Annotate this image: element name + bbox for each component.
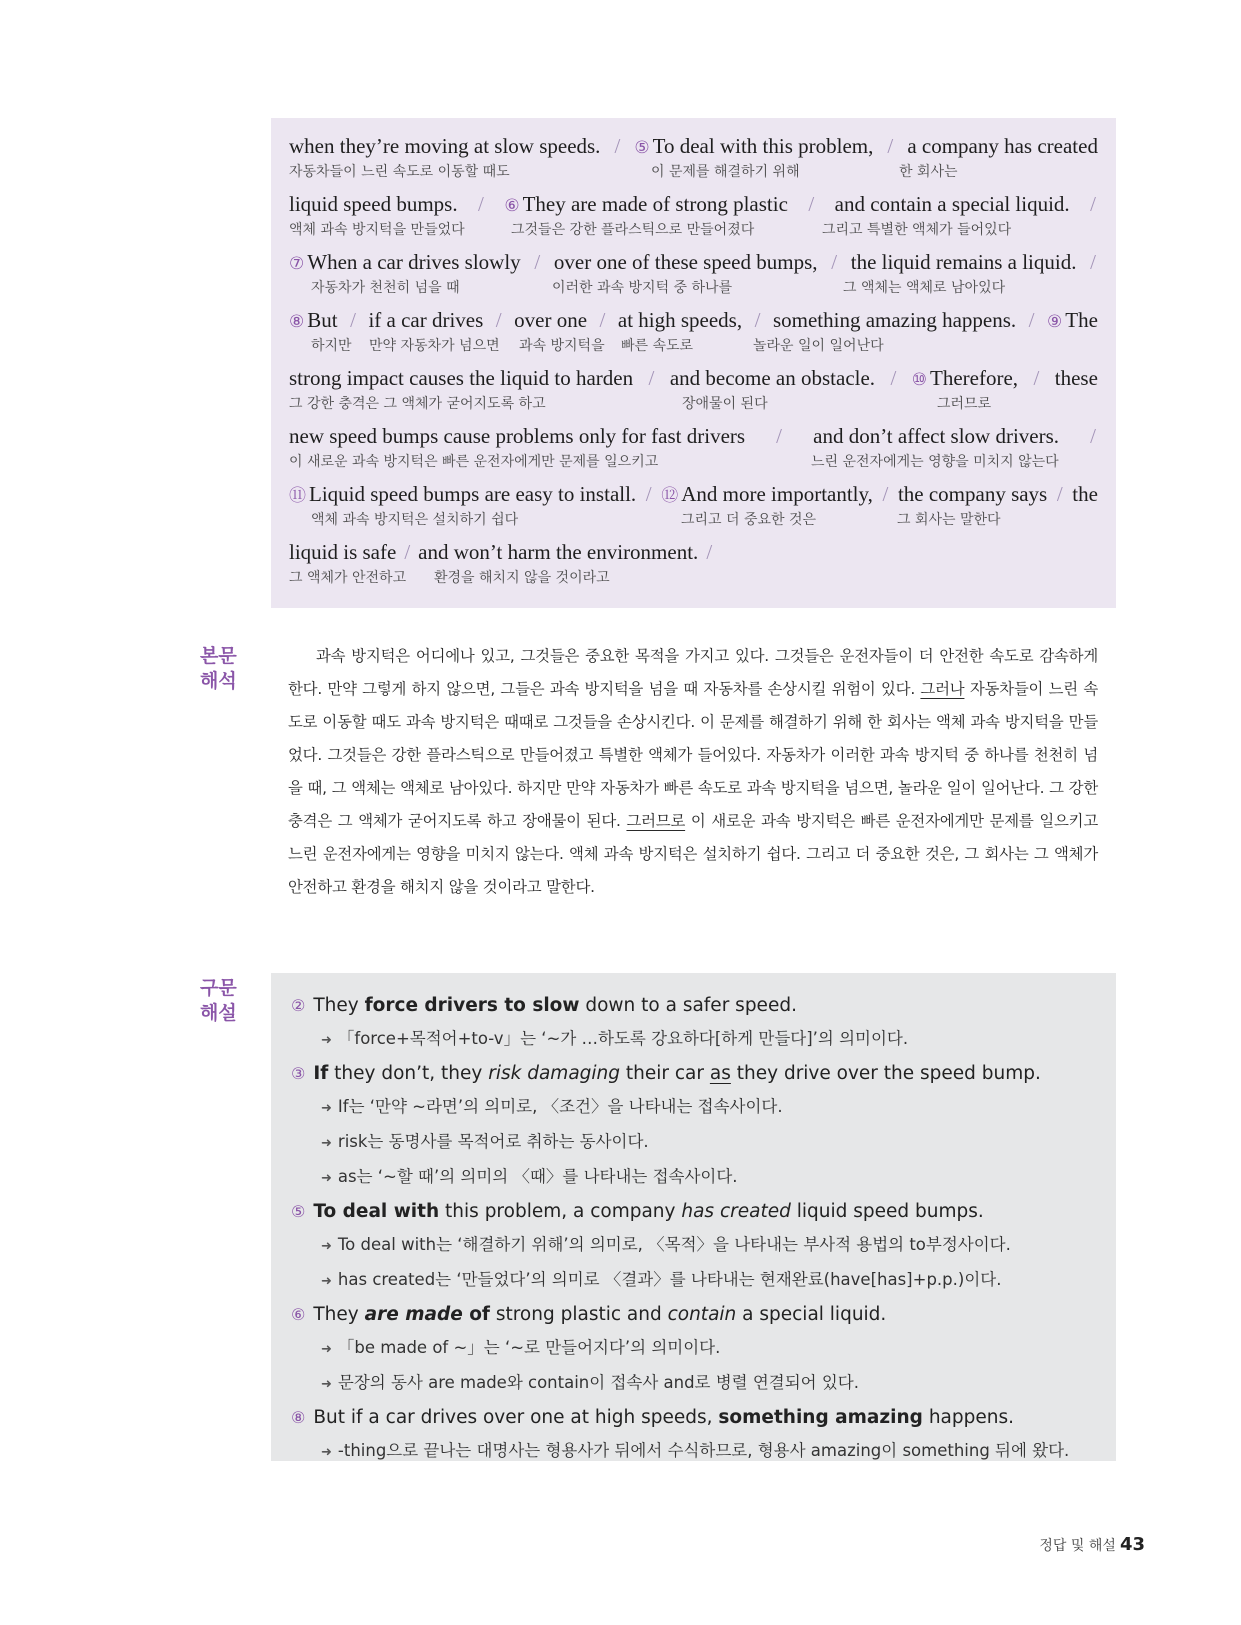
arrow-icon: ➜ bbox=[321, 1274, 332, 1289]
grammar-item-5 bbox=[291, 1195, 1098, 1298]
gloss-text: To deal with this problem, bbox=[652, 134, 874, 158]
gloss-chunk bbox=[851, 248, 1077, 278]
arrow-icon: ➜ bbox=[321, 1445, 332, 1460]
grammar-note: ➜ -thing으로 끝나는 대명사는 형용사가 뒤에서 수식하므로, 형용사 amazing이 something 뒤에 왔다. bbox=[321, 1441, 1070, 1460]
gloss-slash: / bbox=[887, 134, 894, 158]
gloss-slash: / bbox=[599, 308, 606, 332]
gloss-chunk bbox=[1072, 480, 1098, 510]
gloss-slash: / bbox=[1090, 250, 1096, 274]
gloss-korean: 자동차가 천천히 넘을 때 bbox=[311, 280, 460, 296]
gloss-text: a company has created bbox=[907, 134, 1098, 158]
gloss-text: liquid is safe bbox=[289, 540, 397, 564]
gloss-chunk bbox=[835, 190, 1070, 220]
arrow-icon: ➜ bbox=[321, 1239, 332, 1254]
gloss-slash: / bbox=[831, 250, 838, 274]
gloss-chunk bbox=[289, 132, 600, 162]
gloss-slash: / bbox=[645, 482, 652, 506]
gloss-text: the company says bbox=[897, 482, 1048, 506]
gloss-chunk bbox=[289, 248, 521, 278]
gloss-text: and don’t affect slow drivers. bbox=[813, 424, 1060, 448]
grammar-sentence: ② They force drivers to slow down to a safer speed. bbox=[291, 995, 797, 1016]
gloss-line bbox=[289, 480, 1098, 538]
gloss-chunk bbox=[634, 132, 873, 162]
footer-label: 정답 및 해설 bbox=[1039, 1538, 1116, 1554]
gloss-line bbox=[289, 190, 1098, 248]
gloss-text: liquid speed bumps. bbox=[289, 192, 458, 216]
section-label-grammar: 구문 해설 bbox=[200, 977, 237, 1024]
arrow-icon: ➜ bbox=[321, 1136, 332, 1151]
underlined-however: 그러나 bbox=[920, 680, 965, 698]
gloss-chunk bbox=[1047, 306, 1098, 336]
gloss-slash: / bbox=[1028, 308, 1035, 332]
grammar-note: ➜ If는 ‘만약 ~라면’의 의미로, 〈조건〉을 나타내는 접속사이다. bbox=[321, 1097, 783, 1116]
gloss-line bbox=[289, 132, 1098, 190]
gloss-text: Liquid speed bumps are easy to install. bbox=[309, 482, 637, 506]
sentence-number: ⑫ bbox=[661, 486, 679, 506]
grammar-note: ➜ 문장의 동사 are made와 contain이 접속사 and로 병렬 연결되어 있다. bbox=[321, 1373, 859, 1392]
gloss-text: They are made of strong plastic bbox=[522, 192, 788, 216]
gloss-english bbox=[289, 190, 1098, 220]
gloss-text: these bbox=[1054, 366, 1098, 390]
gloss-text: The bbox=[1065, 308, 1098, 332]
page-footer bbox=[1039, 1534, 1145, 1555]
gloss-korean: 느린 운전자에게는 영향을 미치지 않는다 bbox=[811, 454, 1059, 470]
gloss-slash: / bbox=[882, 482, 889, 506]
gloss-chunk bbox=[907, 132, 1098, 162]
sentence-number: ⑪ bbox=[289, 486, 306, 506]
gloss-korean: 하지만 bbox=[311, 338, 352, 354]
gloss-slash: / bbox=[776, 424, 783, 448]
gloss-chunk bbox=[289, 364, 633, 394]
gloss-chunk bbox=[898, 480, 1047, 510]
gloss-english bbox=[289, 538, 1098, 566]
gloss-text: over one bbox=[514, 308, 588, 332]
page-number: 43 bbox=[1119, 1534, 1145, 1555]
gloss-line bbox=[289, 422, 1098, 480]
gloss-korean: 그리고 특별한 액체가 들어있다 bbox=[822, 222, 1012, 238]
gloss-chunk bbox=[368, 306, 483, 336]
gloss-text: at high speeds, bbox=[617, 308, 743, 332]
gloss-korean: 액체 과속 방지턱은 설치하기 쉽다 bbox=[311, 512, 519, 528]
gloss-korean: 놀라운 일이 일어난다 bbox=[753, 338, 884, 354]
gloss-chunk bbox=[618, 306, 742, 336]
sentence-number: ⑦ bbox=[289, 254, 305, 274]
gloss-line bbox=[289, 248, 1098, 306]
gloss-line bbox=[289, 306, 1098, 364]
gloss-chunk bbox=[773, 306, 1016, 336]
gloss-korean: 그 강한 충격은 그 액체가 굳어지도록 하고 bbox=[289, 396, 546, 412]
gloss-chunk bbox=[514, 306, 587, 336]
gloss-english bbox=[289, 248, 1098, 278]
gloss-slash: / bbox=[478, 192, 484, 216]
grammar-note: ➜ 「force+목적어+to-v」는 ‘~가 …하도록 강요하다[하게 만들다]’의 의미이다. bbox=[321, 1029, 909, 1048]
arrow-icon: ➜ bbox=[321, 1033, 332, 1048]
gloss-korean: 이러한 과속 방지턱 중 하나를 bbox=[552, 280, 733, 296]
gloss-text: and contain a special liquid. bbox=[834, 192, 1070, 216]
gloss-korean: 이 새로운 과속 방지턱은 빠른 운전자에게만 문제를 일으키고 bbox=[289, 454, 659, 470]
gloss-korean: 그리고 더 중요한 것은 bbox=[681, 512, 817, 528]
gloss-text: new speed bumps cause problems only for fast drivers bbox=[289, 424, 746, 448]
gloss-slash: / bbox=[1090, 424, 1096, 448]
gloss-chunk bbox=[289, 306, 338, 336]
gloss-korean: 그 회사는 말한다 bbox=[897, 512, 1001, 528]
gloss-text: But bbox=[307, 308, 338, 332]
grammar-note: ➜ risk는 동명사를 목적어로 취하는 동사이다. bbox=[321, 1132, 649, 1151]
gloss-korean: 빠른 속도로 bbox=[621, 338, 694, 354]
grammar-sentence: ⑧ But if a car drives over one at high speeds, something amazing happens. bbox=[291, 1407, 1014, 1428]
arrow-icon: ➜ bbox=[321, 1171, 332, 1186]
grammar-note: ➜ as는 ‘~할 때’의 의미의 〈때〉를 나타내는 접속사이다. bbox=[321, 1167, 738, 1186]
gloss-chunk bbox=[554, 248, 818, 278]
sentence-number: ⑨ bbox=[1047, 312, 1063, 332]
gloss-korean: 자동차들이 느린 속도로 이동할 때도 bbox=[289, 164, 510, 180]
gloss-slash: / bbox=[1056, 482, 1063, 506]
gloss-english bbox=[289, 132, 1098, 162]
gloss-line bbox=[289, 538, 1098, 596]
gloss-text: the bbox=[1072, 482, 1098, 506]
gloss-slash: / bbox=[754, 308, 761, 332]
gloss-korean: 액체 과속 방지턱을 만들었다 bbox=[289, 222, 465, 238]
gloss-chunk bbox=[289, 480, 636, 510]
sentence-number: ⑧ bbox=[289, 312, 305, 332]
gloss-slash: / bbox=[1090, 192, 1096, 216]
arrow-icon: ➜ bbox=[321, 1377, 332, 1392]
gloss-text: Therefore, bbox=[930, 366, 1019, 390]
grammar-item-2 bbox=[291, 989, 1098, 1057]
gloss-english bbox=[289, 422, 1098, 450]
gloss-slash: / bbox=[614, 134, 621, 158]
sentence-number: ⑤ bbox=[634, 138, 650, 158]
grammar-sentence: ③ If they don’t, they risk damaging their car as they drive over the speed bump. bbox=[291, 1063, 1041, 1084]
gloss-text: strong impact causes the liquid to harden bbox=[289, 366, 634, 390]
gloss-text: when they’re moving at slow speeds. bbox=[289, 134, 601, 158]
grammar-item-8 bbox=[291, 1401, 1098, 1469]
gloss-chunk bbox=[418, 538, 698, 566]
gloss-slash: / bbox=[350, 308, 356, 332]
gloss-korean: 환경을 해치지 않을 것이라고 bbox=[434, 570, 610, 586]
gloss-text: the liquid remains a liquid. bbox=[850, 250, 1077, 274]
gloss-korean: 그러므로 bbox=[937, 396, 992, 412]
arrow-icon: ➜ bbox=[321, 1101, 332, 1116]
gloss-text: something amazing happens. bbox=[772, 308, 1017, 332]
grammar-sentence: ⑥ They are made of strong plastic and contain a special liquid. bbox=[291, 1304, 887, 1325]
gloss-text: And more importantly, bbox=[681, 482, 873, 506]
gloss-slash: / bbox=[648, 366, 655, 390]
gloss-english bbox=[289, 306, 1098, 336]
gloss-english bbox=[289, 480, 1098, 510]
grammar-box bbox=[271, 973, 1116, 1461]
gloss-english bbox=[289, 364, 1098, 394]
gloss-slash: / bbox=[404, 540, 411, 564]
gloss-chunk bbox=[1055, 364, 1098, 394]
gloss-slash: / bbox=[890, 366, 897, 390]
gloss-slash: / bbox=[706, 540, 713, 564]
gloss-text: and become an obstacle. bbox=[669, 366, 876, 390]
gloss-text: When a car drives slowly bbox=[307, 250, 521, 274]
arrow-icon: ➜ bbox=[321, 1342, 332, 1357]
gloss-slash: / bbox=[808, 192, 815, 216]
gloss-chunk bbox=[504, 190, 788, 220]
gloss-chunk bbox=[912, 364, 1018, 394]
sentence-number: ⑥ bbox=[504, 196, 520, 216]
gloss-korean: 과속 방지턱을 bbox=[519, 338, 605, 354]
gloss-slash: / bbox=[495, 308, 502, 332]
gloss-korean: 이 문제를 해결하기 위해 bbox=[651, 164, 800, 180]
gloss-korean: 만약 자동차가 넘으면 bbox=[369, 338, 500, 354]
gloss-text: if a car drives bbox=[368, 308, 484, 332]
grammar-note: ➜ has created는 ‘만들었다’의 의미로 〈결과〉를 나타내는 현재완료(have[has]+p.p.)이다. bbox=[321, 1270, 1002, 1289]
gloss-slash: / bbox=[1033, 366, 1040, 390]
gloss-korean: 장애물이 된다 bbox=[682, 396, 768, 412]
grammar-sentence: ⑤ To deal with this problem, a company has created liquid speed bumps. bbox=[291, 1201, 984, 1222]
gloss-chunk bbox=[670, 364, 875, 394]
gloss-korean: 한 회사는 bbox=[899, 164, 958, 180]
gloss-korean: 그것들은 강한 플라스틱으로 만들어졌다 bbox=[511, 222, 755, 238]
grammar-item-3 bbox=[291, 1057, 1098, 1195]
underlined-therefore: 그러므로 bbox=[626, 812, 686, 830]
gloss-chunk bbox=[289, 422, 745, 450]
gloss-slash: / bbox=[534, 250, 541, 274]
gloss-chunk bbox=[289, 538, 396, 566]
gloss-text: and won’t harm the environment. bbox=[418, 540, 699, 564]
sentence-number: ⑩ bbox=[911, 370, 928, 390]
gloss-chunk bbox=[661, 480, 873, 510]
gloss-line bbox=[289, 364, 1098, 422]
grammar-item-6 bbox=[291, 1298, 1098, 1401]
gloss-korean: 그 액체가 안전하고 bbox=[289, 570, 407, 586]
translation-paragraph: 과속 방지턱은 어디에나 있고, 그것들은 중요한 목적을 가지고 있다. 그것들은 운전자들이 더 안전한 속도로 감속하게 한다. 만약 그렇게 하지 않으면, 그들은 과속 방지턱을 넘을 때 자동차를 손상시킬 위험이 있다. 그러나 자동차들이 느린 속도로 이동할 때도 과속 방지턱은 때때로 그것들을 손상시킨다. 이 문제를 해결하기 위해 한 회사는 액체 과속 방지턱을 만들었다. 그것들은 강한 플라스틱으로 만들어졌고 특별한 액체가 들어있다. 자동차가 이러한 과속 방지턱 중 하나를 천천히 넘을 때, 그 액체는 액체로 남아있다. 하지만 만약 자동차가 빠른 속도로 과속 방지턱을 넘으면, 놀라운 일이 일어난다. 그 강한 충격은 그 액체가 굳어지도록 하고 장애물이 된다. 그러므로 이 새로운 과속 방지턱은 빠른 운전자에게만 문제를 일으키고 느린 운전자에게는 영향을 미치지 않는다. 액체 과속 방지턱은 설치하기 쉽다. 그리고 더 중요한 것은, 그 회사는 그 액체가 안전하고 환경을 해치지 않을 것이라고 말한다. bbox=[288, 647, 1098, 896]
gloss-text: over one of these speed bumps, bbox=[553, 250, 818, 274]
grammar-note: ➜ To deal with는 ‘해결하기 위해’의 의미로, 〈목적〉을 나타내는 부사적 용법의 to부정사이다. bbox=[321, 1235, 1011, 1254]
grammar-note: ➜ 「be made of ~」는 ‘~로 만들어지다’의 의미이다. bbox=[321, 1338, 721, 1357]
section-label-translation: 본문 해석 bbox=[200, 645, 237, 692]
gloss-box bbox=[271, 118, 1116, 608]
gloss-chunk bbox=[813, 422, 1059, 450]
gloss-chunk bbox=[289, 190, 458, 220]
gloss-korean: 그 액체는 액체로 남아있다 bbox=[843, 280, 1006, 296]
